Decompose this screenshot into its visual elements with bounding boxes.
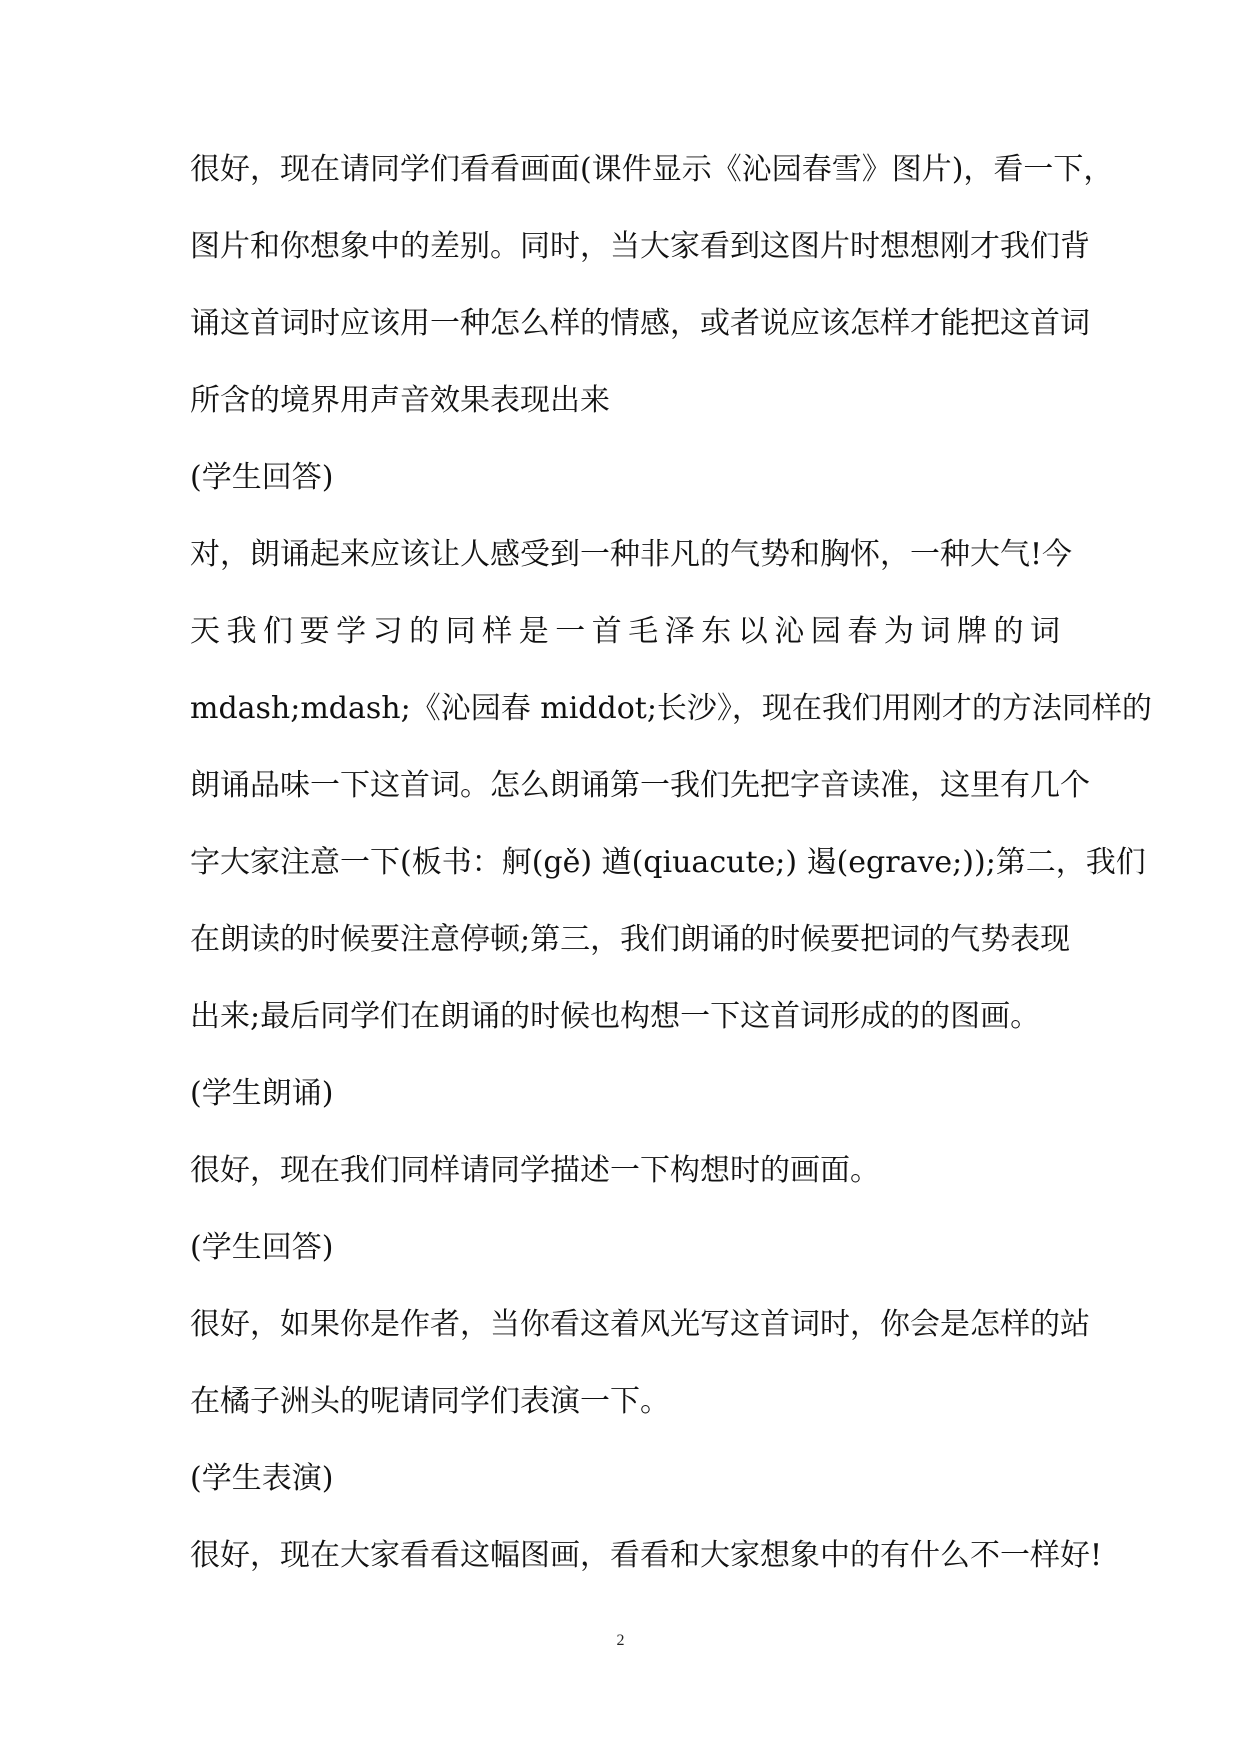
text-line-4: 所含的境界用声音效果表现出来 — [190, 383, 610, 418]
text-line-9: 朗诵品味一下这首词。怎么朗诵第一我们先把字音读准，这里有几个 — [190, 768, 1090, 803]
text-line-2: 图片和你想象中的差别。同时，当大家看到这图片时想想刚才我们背 — [190, 229, 1090, 264]
text-line-15: (学生回答) — [190, 1230, 334, 1265]
text-line-11: 在朗读的时候要注意停顿;第三，我们朗诵的时候要把词的气势表现 — [190, 922, 1071, 957]
text-line-7: 天我们要学习的同样是一首毛泽东以沁园春为词牌的词 — [190, 614, 1060, 649]
page-number: 2 — [616, 1632, 625, 1649]
body-text — [190, 140, 1152, 1603]
text-line-3: 诵这首词时应该用一种怎么样的情感，或者说应该怎样才能把这首词 — [190, 306, 1090, 341]
text-line-1: 很好，现在请同学们看看画面(课件显示《沁园春雪》图片)，看一下， — [190, 152, 1114, 187]
text-line-10: 字大家注意一下(板书：舸(gě) 遒(qiuacute;) 遏(egrave;));第二，我们 — [190, 845, 1146, 880]
text-line-19: 很好，现在大家看看这幅图画，看看和大家想象中的有什么不一样好! — [190, 1538, 1103, 1573]
text-line-13: (学生朗诵) — [190, 1076, 334, 1111]
text-line-6: 对，朗诵起来应该让人感受到一种非凡的气势和胸怀，一种大气!今 — [190, 537, 1073, 572]
text-line-17: 在橘子洲头的呢请同学们表演一下。 — [190, 1384, 670, 1419]
text-line-16: 很好，如果你是作者，当你看这着风光写这首词时，你会是怎样的站 — [190, 1307, 1090, 1342]
text-line-12: 出来;最后同学们在朗诵的时候也构想一下这首词形成的的图画。 — [190, 999, 1041, 1034]
text-line-8: mdash;mdash;《沁园春 middot;长沙》，现在我们用刚才的方法同样的 — [190, 691, 1152, 726]
text-line-5: (学生回答) — [190, 460, 334, 495]
text-line-18: (学生表演) — [190, 1461, 334, 1496]
text-line-14: 很好，现在我们同样请同学描述一下构想时的画面。 — [190, 1153, 880, 1188]
